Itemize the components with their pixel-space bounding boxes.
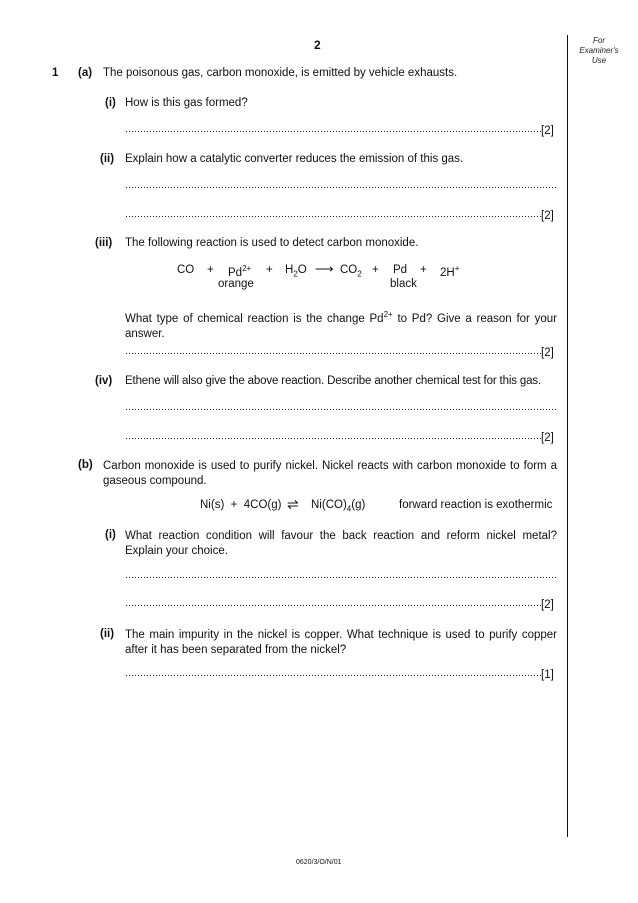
answer-line[interactable] — [125, 346, 541, 356]
mark-a-ii: [2] — [541, 210, 554, 222]
eq-water-sub: 2 — [293, 269, 298, 279]
part-a-iii-label: (iii) — [95, 237, 113, 249]
mark-b-i: [2] — [541, 599, 554, 611]
eq-plus: + — [372, 264, 379, 276]
part-b-stem: Carbon monoxide is used to purify nickel. Nickel reacts with carbon monoxide to form a gaseous compound. — [103, 460, 557, 487]
eq-pd-ion-symbol: Pd — [228, 266, 243, 279]
eq-label-orange: orange — [218, 278, 254, 290]
examiner-use-label — [570, 36, 628, 66]
answer-line[interactable] — [125, 209, 541, 219]
eq-water — [285, 264, 307, 278]
part-b-i-label: (i) — [105, 529, 116, 541]
part-b-i-text: What reaction condition will favour the back reaction and reform nickel metal? Explain your choice. — [125, 530, 557, 557]
part-a-iv-text: Ethene will also give the above reaction. Describe another chemical test for this gas. — [125, 375, 542, 387]
eq-co: CO — [177, 264, 195, 276]
eq-plus: + — [266, 264, 273, 276]
answer-line[interactable] — [125, 124, 541, 134]
eq-label-black: black — [390, 278, 417, 290]
part-a-iii-text: The following reaction is used to detect carbon monoxide. — [125, 237, 419, 249]
eq-b-right-a: Ni(CO) — [311, 499, 347, 511]
part-a-iii-question-sup: 2+ — [383, 310, 393, 319]
part-a-i-label: (i) — [105, 97, 116, 109]
answer-line[interactable] — [125, 668, 541, 678]
question-number: 1 — [52, 67, 59, 79]
part-b-ii-text: The main impurity in the nickel is copper. What technique is used to purify copper after it has been separated from the nickel? — [125, 629, 557, 656]
part-a-ii-text: Explain how a catalytic converter reduces the emission of this gas. — [125, 153, 464, 165]
mark-b-ii: [1] — [541, 669, 554, 681]
eq-b-note: forward reaction is exothermic — [399, 499, 553, 511]
part-a-iv-label: (iv) — [95, 375, 113, 387]
mark-a-iv: [2] — [541, 432, 554, 444]
mark-a-iii: [2] — [541, 347, 554, 359]
answer-line[interactable] — [125, 598, 541, 608]
answer-line[interactable] — [125, 431, 541, 441]
answer-line[interactable] — [125, 180, 557, 190]
examiner-margin-line — [567, 35, 568, 837]
answer-line[interactable] — [125, 402, 557, 412]
eq-co2 — [340, 264, 362, 278]
eq-b-right-sub: 4 — [346, 504, 352, 514]
eq-water-o: O — [297, 264, 307, 276]
eq-co2-formula: CO — [340, 264, 358, 276]
mark-a-i: [2] — [541, 125, 554, 137]
eq-pd: Pd — [393, 264, 408, 276]
eq-b-equilibrium-arrow: ⇌ — [287, 496, 299, 512]
eq-arrow: ⟶ — [315, 261, 334, 276]
examiner-line-2: Examiner's — [579, 46, 619, 55]
eq-b-right — [311, 499, 365, 513]
eq-b-right-b: (g) — [351, 499, 366, 511]
part-b-label: (b) — [78, 459, 93, 471]
part-a-iii-question-a: What type of chemical reaction is the change Pd — [125, 312, 384, 325]
eq-hydrogen-ions-symbol: 2H — [440, 266, 455, 279]
eq-b-left: Ni(s) + 4CO(g) — [200, 499, 282, 511]
eq-hydrogen-ions — [440, 264, 459, 279]
examiner-line-3: Use — [591, 56, 607, 65]
eq-water-h: H — [285, 264, 294, 276]
footer-code: 0620/3/O/N/01 — [296, 859, 342, 866]
page-number: 2 — [314, 38, 321, 52]
part-a-label: (a) — [78, 67, 93, 79]
part-a-iii-question-b: to Pd? Give a reason for your answer. — [125, 312, 557, 340]
part-a-i-text: How is this gas formed? — [125, 97, 248, 109]
part-a-ii-label: (ii) — [100, 153, 115, 165]
examiner-line-1: For — [593, 36, 605, 45]
answer-line[interactable] — [125, 570, 557, 580]
part-a-stem: The poisonous gas, carbon monoxide, is emitted by vehicle exhausts. — [103, 67, 458, 79]
part-a-iii-question — [125, 307, 557, 342]
eq-hydrogen-ions-charge: + — [454, 264, 460, 273]
eq-plus: + — [420, 264, 427, 276]
eq-pd-ion-charge: 2+ — [242, 264, 252, 273]
eq-plus: + — [207, 264, 214, 276]
eq-pd-ion — [228, 264, 251, 279]
part-b-ii-label: (ii) — [100, 628, 115, 640]
eq-co2-sub: 2 — [357, 269, 362, 279]
